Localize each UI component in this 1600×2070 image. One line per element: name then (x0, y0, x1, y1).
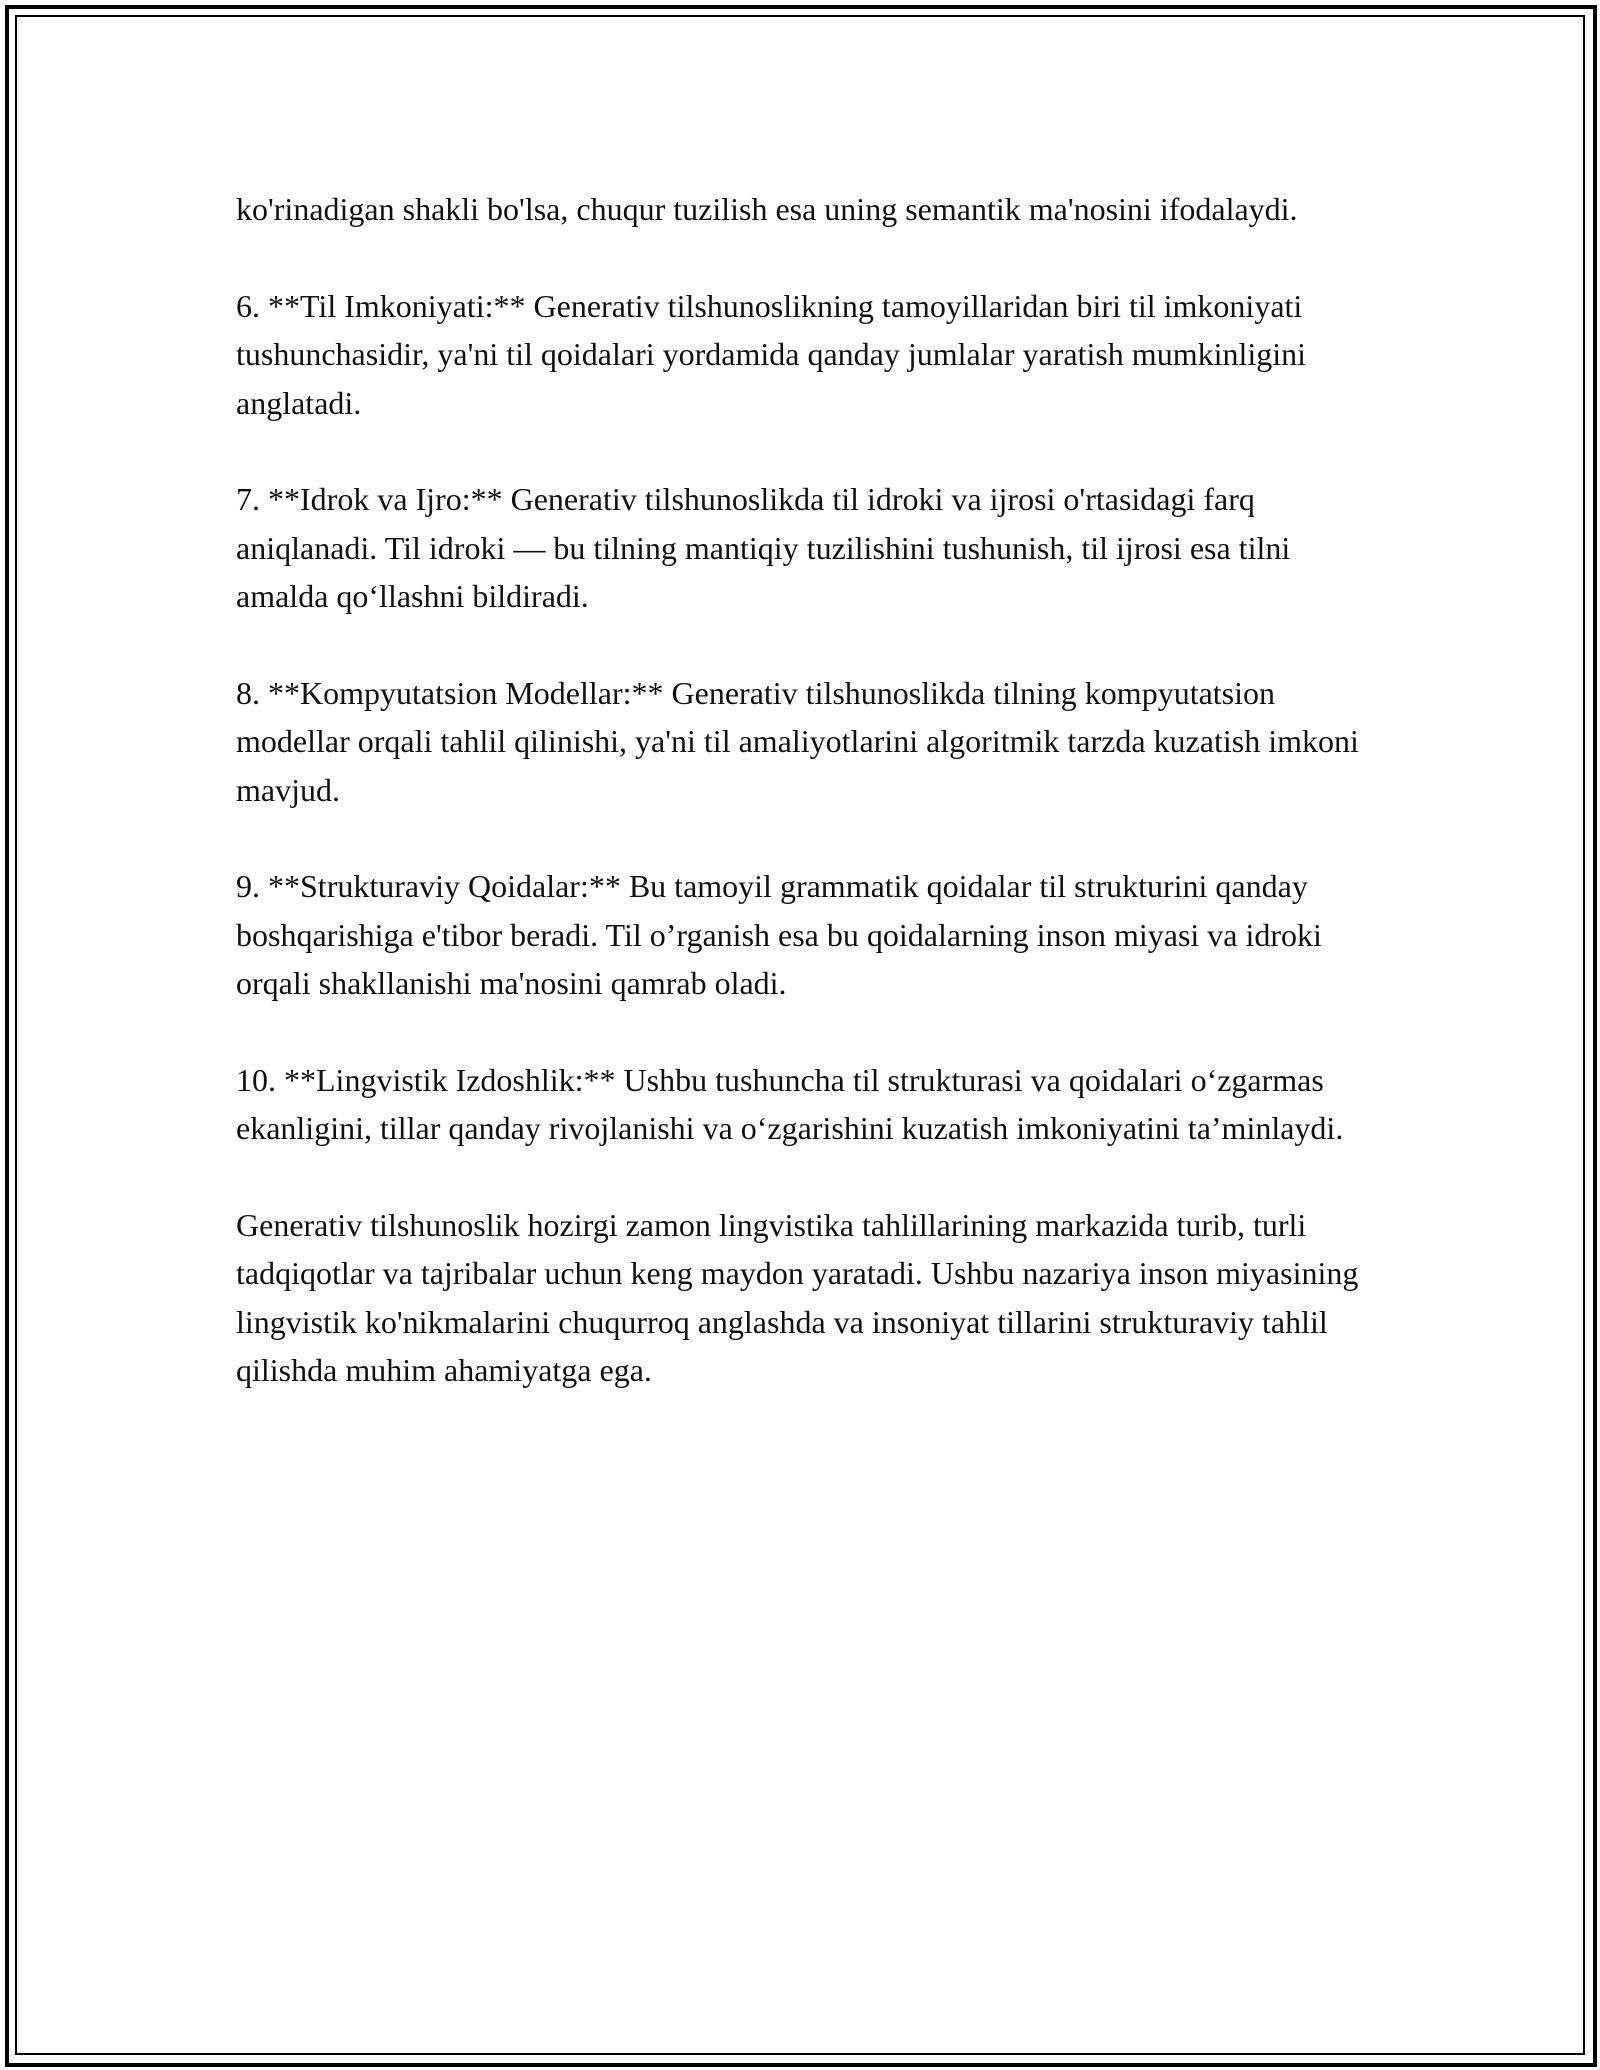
paragraph-item-8: 8. **Kompyutatsion Modellar:** Generativ tilshunoslikda tilning kompyutatsion modellar orqali tahlil qilinishi, ya'ni til amaliyotlarini algoritmik tarzda kuzatish imkoni mavjud. (236, 674, 1359, 808)
paragraph-conclusion: Generativ tilshunoslik hozirgi zamon lingvistika tahlillarining markazida turib, turli tadqiqotlar va tajribalar uchun keng maydon yaratadi. Ushbu nazariya inson miyasining lingvistik ko'nikmalarini chuqurroq anglashda va insoniyat tillarini strukturaviy tahlil qilishda muhim ahamiyatga ega. (236, 1206, 1359, 1388)
paragraph-item-10: 10. **Lingvistik Izdoshlik:** Ushbu tushuncha til strukturasi va qoidalari o‘zgarmas ekanligini, tillar qanday rivojlanishi va o‘zgarishini kuzatish imkoniyatini ta’minlaydi. (236, 1061, 1344, 1146)
document-body (236, 185, 1366, 1443)
paragraph-item-9: 9. **Strukturaviy Qoidalar:** Bu tamoyil grammatik qoidalar til strukturini qanday boshqarishiga e'tibor beradi. Til o’rganish esa bu qoidalarning inson miyasi va idroki orqali shakllanishi ma'nosini qamrab oladi. (236, 868, 1322, 1001)
paragraph-item-6: 6. **Til Imkoniyati:** Generativ tilshunoslikning tamoyillaridan biri til imkoniyati tushunchasidir, ya'ni til qoidalari yordamida qanday jumlalar yaratish mumkinligini anglatadi. (236, 287, 1307, 421)
paragraph-continuation: ko'rinadigan shakli bo'lsa, chuqur tuzilish esa uning semantik ma'nosini ifodalaydi. (236, 191, 1298, 227)
paragraph-item-7: 7. **Idrok va Ijro:** Generativ tilshunoslikda til idroki va ijrosi o'rtasidagi farq aniqlanadi. Til idroki — bu tilning mantiqiy tuzilishini tushunish, til ijrosi esa tilni amalda qo‘llashni bildiradi. (236, 481, 1291, 614)
